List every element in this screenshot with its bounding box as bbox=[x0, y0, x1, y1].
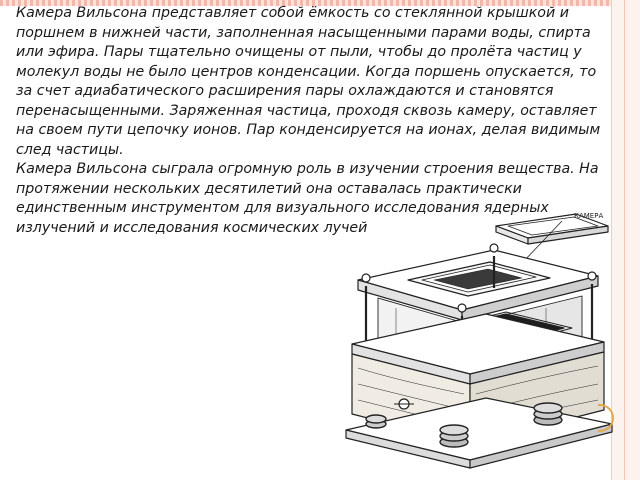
paragraph-description: Камера Вильсона представляет собой ёмкость со стеклянной крышкой и поршнем в нижней части, заполненная насыщенными парами воды, спирта или эфира. Пары тщательно очищены от пыли, чтобы до пролёта частиц у молекул воды не было центров конденсации. Когда поршень опускается, то за счет адиабатического расширения пары охлаждаются и становятся перенасыщенными. Заряженная частица, проходя сквозь камеру, оставляет на своем пути цепочку ионов. Пар конденсируется на ионах, делая видимым след частицы. bbox=[16, 5, 601, 158]
paragraph-significance: Камера Вильсона сыграла огромную роль в изучении строения вещества. На протяжении нескольких десятилетий она оставалась практически единственным инструментом для визуального исследования ядерных излучений и исследования космических лучей bbox=[16, 161, 599, 236]
wilson-chamber-illustration bbox=[336, 198, 616, 480]
figure-label-kamera: КАМЕРА bbox=[574, 212, 604, 220]
slide-body-text bbox=[16, 4, 612, 238]
